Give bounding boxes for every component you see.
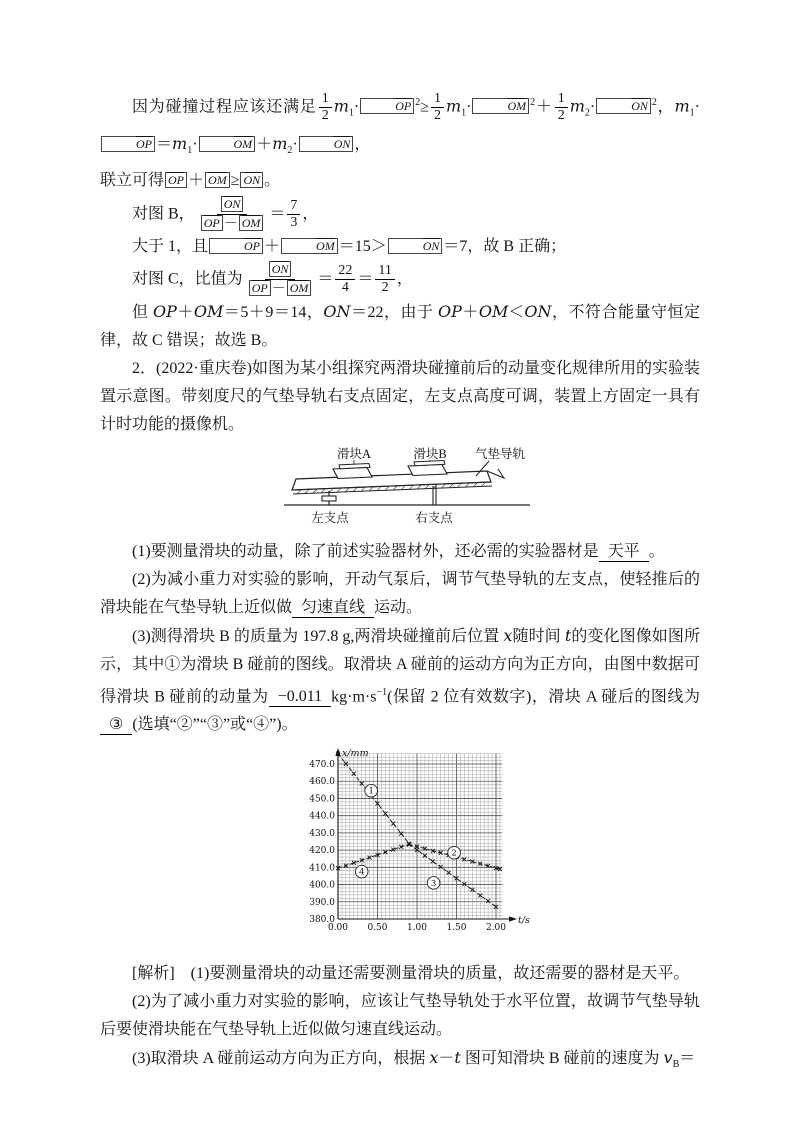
svg-text:430.0: 430.0 <box>309 829 335 840</box>
solution1-conclusion-line: 但 OP＋OM＝5＋9＝14，ON＝22，由于 OP＋OM＜ON，不符合能量守恒定律，故 C 错误；故选 B。 <box>100 302 700 350</box>
svg-text:420.0: 420.0 <box>309 846 335 857</box>
analysis-line-3: (3)取滑块 A 碰前运动方向为正方向，根据 x－t 图可知滑块 B 碰前的速度为 $v_B=$ <box>132 1048 696 1071</box>
svg-text:1: 1 <box>368 787 374 798</box>
air-track-label: 气垫导轨 <box>474 447 526 462</box>
svg-text:400.0: 400.0 <box>309 880 335 891</box>
svg-text:t/s: t/s <box>518 915 530 927</box>
slider-a <box>333 468 372 479</box>
svg-text:2.00: 2.00 <box>485 923 507 934</box>
analysis-line-2: (2)为了减小重力对实验的影响，应该让气垫导轨处于水平位置，故调节气垫导轨后要使滑块能在气垫导轨上近似做匀速直线运动。 <box>100 993 700 1039</box>
svg-text:0.00: 0.00 <box>327 923 349 934</box>
svg-text:380.0: 380.0 <box>309 915 335 926</box>
problem-2-statement: 2．(2022·重庆卷)如图为某小组探究两滑块碰撞前后的动量变化规律所用的实验装置示意图。带刻度尺的气垫导轨右支点固定，左支点高度可调，装置上方固定一具有计时功能的摄像机。 <box>100 360 700 434</box>
left-support-nut <box>322 496 336 501</box>
solution1-figB-line: 对图 B， $\frac{\overline{ON}}{\overline{OP} - \overline{OM}}$ ＝ $\frac{7}{3}$ ， <box>132 196 319 232</box>
slider-b-card <box>414 461 445 466</box>
question-1: (1)要测量滑块的动量，除了前述实验器材外，还必需的实验器材是 天平 。 <box>132 543 665 561</box>
ruler-strip-bottom <box>293 486 492 494</box>
solution1-formula-line: 因为碰撞过程应该还满足 $\frac{1}{2}$ $m_1\cdot \overline{OP}$ $^2$≥ $\frac{1}{2}$ $m_1\cdot \overline{OM}$ $^2$＋ $\frac{1}{2}$ $m_2\cdot \overline{ON}$ $^2$，$m_1\cdot\overline{OP} =m_1\cdot \overline{OM} +m_2\cdot \overline{ON}$ ， <box>100 88 700 166</box>
air-track-leader-line <box>476 461 489 476</box>
slider-b-label: 滑块B <box>413 447 447 462</box>
solution1-figB-result-line: 大于 1，且 $\overline{OP} + \overline{OM} =15> \overline{ON} =7$，故 B 正确； <box>132 237 567 255</box>
svg-text:470.0: 470.0 <box>309 760 335 771</box>
slider-a-label: 滑块A <box>336 447 372 462</box>
svg-text:x/mm: x/mm <box>342 748 369 760</box>
svg-text:440.0: 440.0 <box>309 812 335 823</box>
solution1-derive-line: 联立可得 $\overline{OP} + \overline{OM} \ge \overline{ON}$ 。 <box>100 171 281 189</box>
question-2: (2)为减小重力对实验的影响，开动气泵后，调节气垫导轨的左支点，使轻推后的滑块能在气垫导轨上近似做 匀速直线 运动。 <box>100 571 700 617</box>
slider-a-card <box>339 464 370 469</box>
svg-text:4: 4 <box>358 868 365 879</box>
svg-text:460.0: 460.0 <box>309 777 335 788</box>
question-3: (3)测得滑块 B 的质量为 197.8 g,两滑块碰撞前后位置 x随时间 t的变化图像如图所示，其中①为滑块 B 碰前的图线。取滑块 A 碰前的运动方向为正方向，由图中数据可得滑块 B 碰前的动量为 −0.011 $kg\cdot m\cdot s^{-1}$(保留 2 位有效数字)，滑块 A 碰后的图线为③ (选填“②”“③”或“④”)。 <box>100 626 700 734</box>
svg-text:450.0: 450.0 <box>309 794 335 805</box>
analysis-line-1: [解析] (1)要测量滑块的动量还需要测量滑块的质量，故还需要的器材是天平。 <box>132 965 690 983</box>
solution1-figC-line: 对图 C，比值为 $\frac{\overline{ON}}{\overline{OP} - \overline{OM}}$ ＝ $\frac{22}{4}$ ＝ $\frac{11}{2}$ ， <box>132 261 413 297</box>
slider-b <box>408 465 447 476</box>
svg-text:1.00: 1.00 <box>406 923 428 934</box>
apparatus-diagram <box>282 445 700 534</box>
svg-text:1.50: 1.50 <box>446 923 467 934</box>
svg-text:0.50: 0.50 <box>367 923 388 934</box>
ruler-strip <box>292 482 491 490</box>
svg-text:2: 2 <box>451 849 457 860</box>
xt-graph <box>296 747 700 948</box>
svg-text:390.0: 390.0 <box>309 898 335 909</box>
svg-text:3: 3 <box>430 879 437 890</box>
right-support-label: 右支点 <box>415 511 453 526</box>
left-support-label: 左支点 <box>311 511 349 526</box>
svg-text:410.0: 410.0 <box>309 863 335 874</box>
